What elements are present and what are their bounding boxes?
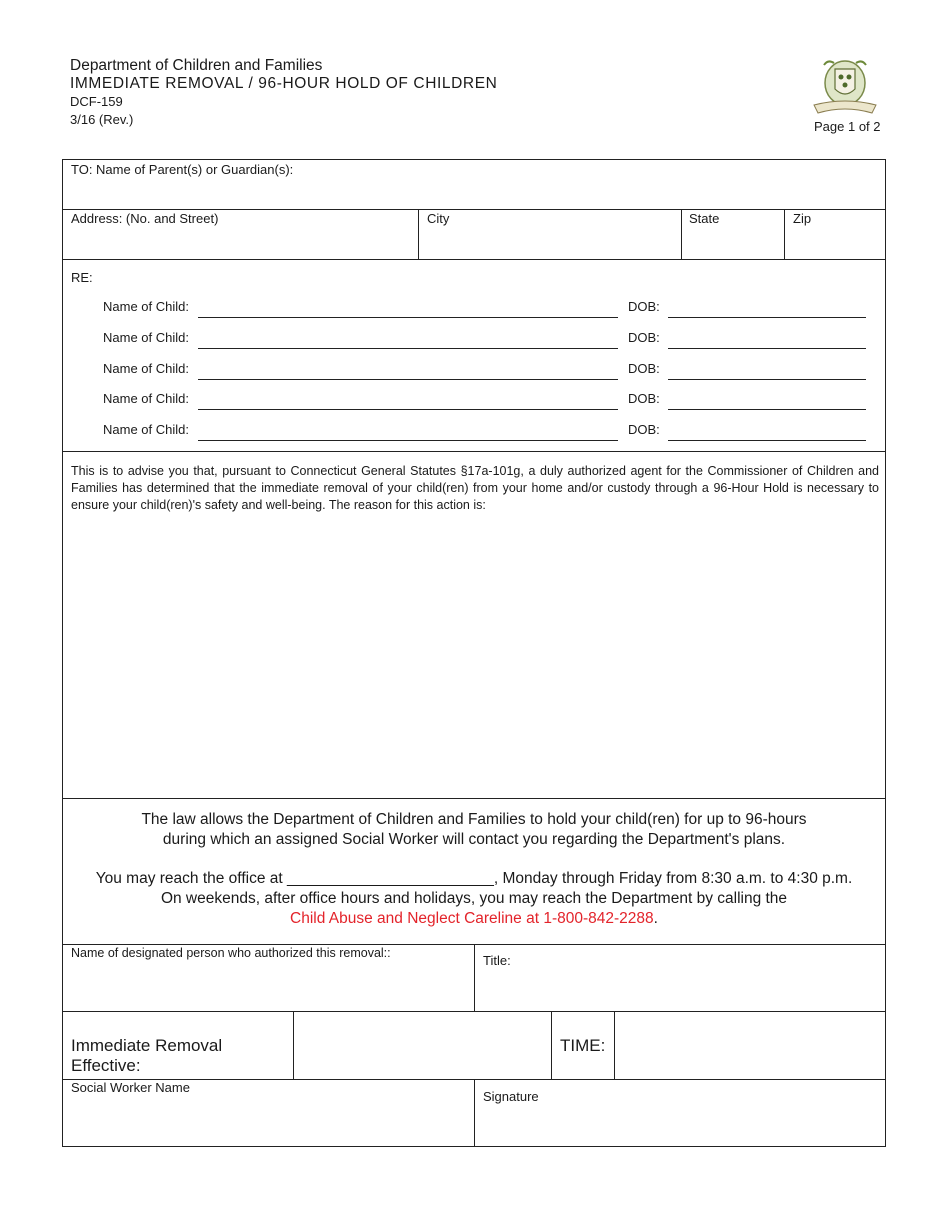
title-cell[interactable] bbox=[474, 945, 885, 1011]
zip-label: Zip bbox=[793, 211, 812, 226]
to-row bbox=[63, 160, 885, 210]
weekend-line: On weekends, after office hours and holidays, you may reach the Department by calling the bbox=[160, 890, 788, 907]
child-dob-input[interactable] bbox=[668, 440, 866, 441]
re-section bbox=[63, 260, 885, 452]
department-name: Department of Children and Families bbox=[70, 57, 323, 74]
time-field[interactable] bbox=[614, 1012, 885, 1079]
child-name-label: Name of Child: bbox=[103, 391, 189, 406]
state-cell[interactable] bbox=[681, 210, 784, 259]
form-revision: 3/16 (Rev.) bbox=[70, 112, 134, 127]
careline-period: . bbox=[653, 910, 658, 927]
child-name-input[interactable] bbox=[198, 409, 618, 410]
child-name-label: Name of Child: bbox=[103, 299, 189, 314]
dob-label: DOB: bbox=[628, 330, 660, 345]
advisory-text: This is to advise you that, pursuant to Connecticut General Statutes §17a-101g, a duly authorized agent for the Commissioner of Children and Families has determined that the immediate removal of your child(ren) from your home and/or custody through a 96-Hour Hold is necessary to ensure your child(ren)'s safety and well-being. The reason for this action is: bbox=[71, 464, 879, 512]
effective-label-cell bbox=[63, 1012, 293, 1079]
child-dob-input[interactable] bbox=[668, 379, 866, 380]
title-label: Title: bbox=[483, 953, 511, 968]
removal-form bbox=[62, 159, 886, 1147]
dob-label: DOB: bbox=[628, 422, 660, 437]
street-label: Address: (No. and Street) bbox=[71, 211, 219, 226]
notice-block bbox=[63, 810, 885, 929]
child-name-input[interactable] bbox=[198, 379, 618, 380]
child-row bbox=[63, 361, 885, 385]
child-name-label: Name of Child: bbox=[103, 330, 189, 345]
designated-person-cell[interactable] bbox=[63, 945, 474, 1011]
time-label-cell bbox=[551, 1012, 614, 1079]
form-title: IMMEDIATE REMOVAL / 96-HOUR HOLD OF CHILDREN bbox=[70, 75, 498, 92]
child-row bbox=[63, 330, 885, 354]
state-seal-icon bbox=[810, 55, 880, 119]
effective-label: Immediate Removal Effective: bbox=[71, 1036, 223, 1075]
time-label: TIME: bbox=[560, 1036, 606, 1055]
designated-person-label: Name of designated person who authorized this removal:: bbox=[71, 946, 391, 960]
signature-label: Signature bbox=[483, 1089, 539, 1104]
child-name-label: Name of Child: bbox=[103, 422, 189, 437]
social-worker-cell[interactable] bbox=[63, 1080, 474, 1146]
state-label: State bbox=[689, 211, 720, 226]
dob-label: DOB: bbox=[628, 391, 660, 406]
to-label: TO: Name of Parent(s) or Guardian(s): bbox=[71, 162, 294, 177]
address-row bbox=[63, 210, 885, 260]
authorization-row bbox=[63, 945, 885, 1012]
notice-line-1: The law allows the Department of Children and Families to hold your child(ren) for up to 96-hours bbox=[141, 811, 807, 828]
social-worker-label: Social Worker Name bbox=[71, 1080, 190, 1095]
child-name-input[interactable] bbox=[198, 317, 618, 318]
form-number: DCF-159 bbox=[70, 94, 123, 109]
child-row bbox=[63, 422, 885, 446]
child-name-label: Name of Child: bbox=[103, 361, 189, 376]
city-cell[interactable] bbox=[418, 210, 681, 259]
child-row bbox=[63, 299, 885, 323]
dob-label: DOB: bbox=[628, 299, 660, 314]
child-dob-input[interactable] bbox=[668, 317, 866, 318]
child-name-input[interactable] bbox=[198, 440, 618, 441]
child-dob-input[interactable] bbox=[668, 348, 866, 349]
signature-row bbox=[63, 1080, 885, 1146]
effective-row bbox=[63, 1012, 885, 1080]
careline-text: Child Abuse and Neglect Careline at 1-800-842-2288 bbox=[290, 910, 654, 927]
page-number: Page 1 of 2 bbox=[814, 119, 881, 134]
effective-date-field[interactable] bbox=[293, 1012, 551, 1079]
dob-label: DOB: bbox=[628, 361, 660, 376]
zip-cell[interactable] bbox=[784, 210, 885, 259]
signature-cell[interactable] bbox=[474, 1080, 885, 1146]
child-row bbox=[63, 391, 885, 415]
child-name-input[interactable] bbox=[198, 348, 618, 349]
office-hours-line: You may reach the office at ________________________, Monday through Friday from 8:30 a.m. to 4:30 p.m. bbox=[95, 870, 853, 887]
notice-line-2: during which an assigned Social Worker will contact you regarding the Department's plans. bbox=[162, 831, 786, 848]
re-label: RE: bbox=[71, 270, 93, 285]
child-dob-input[interactable] bbox=[668, 409, 866, 410]
form-header bbox=[70, 57, 497, 129]
city-label: City bbox=[427, 211, 450, 226]
